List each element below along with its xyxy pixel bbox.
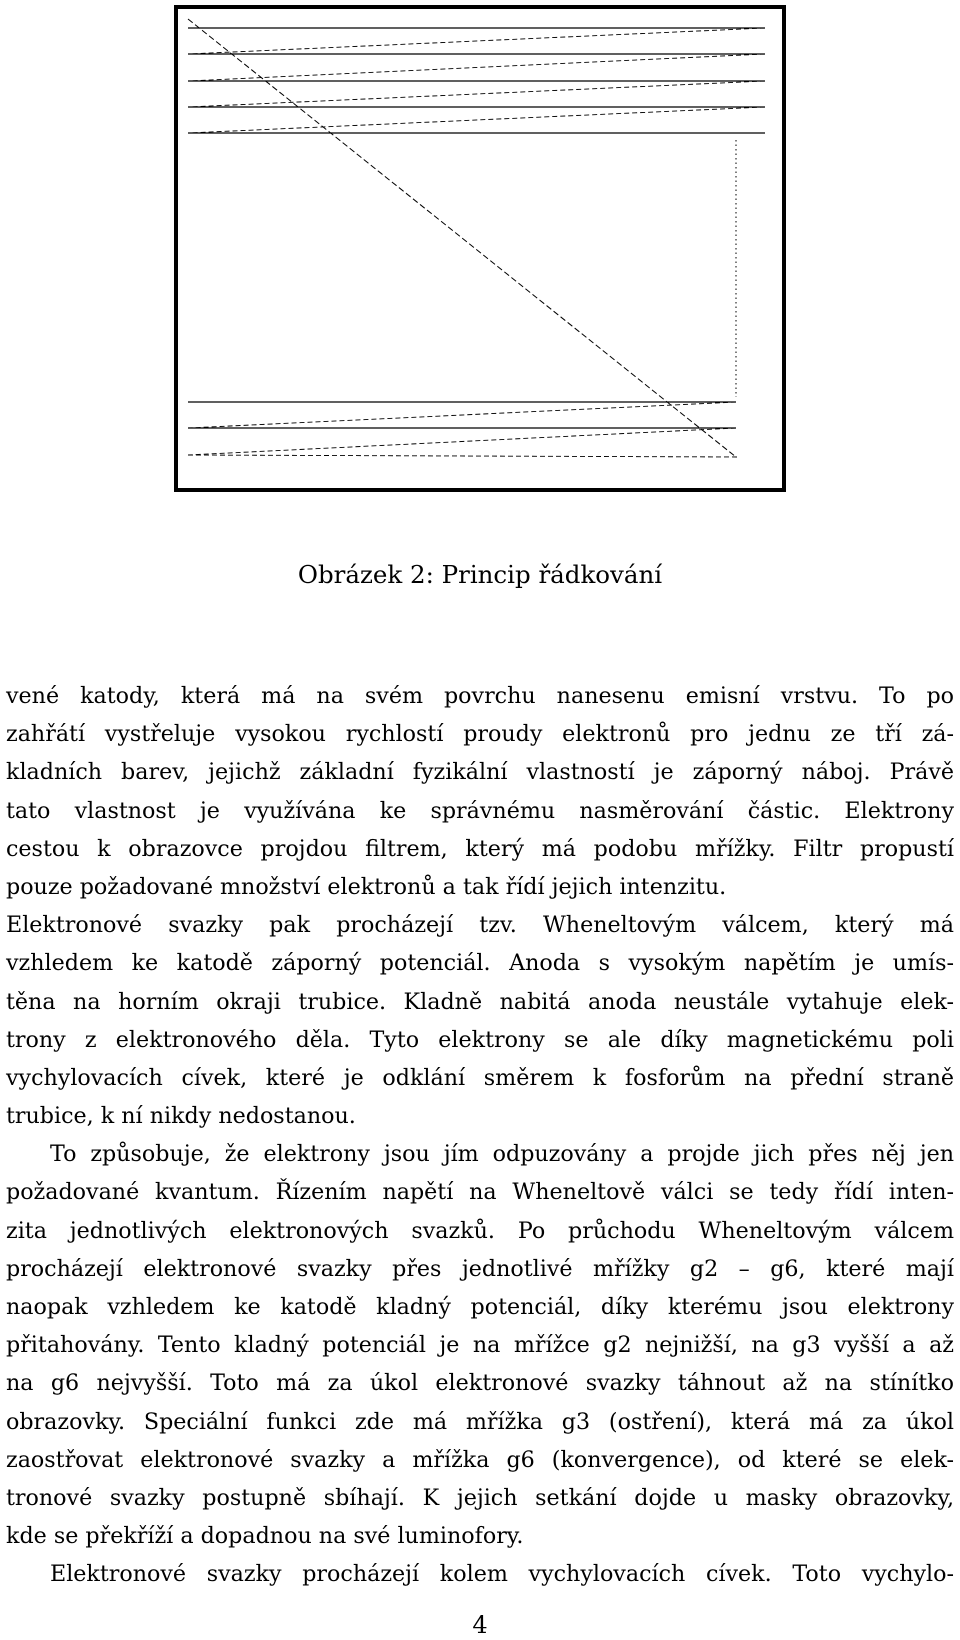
horizontal-retrace-line	[188, 107, 765, 133]
paragraph	[6, 1555, 954, 1593]
vertical-retrace-diagonal	[188, 19, 736, 457]
text-line: tato vlastnost je využívána ke správnému nasměrování částic. Elektrony	[6, 797, 954, 824]
horizontal-retrace-line	[188, 402, 736, 428]
text-line: těna na horním okraji trubice. Kladně nabitá anoda neustále vytahuje elek-	[6, 988, 954, 1015]
text-line: procházejí elektronové svazky přes jednotlivé mřížky g2 – g6, které mají	[6, 1255, 954, 1282]
text-line: To způsobuje, že elektrony jsou jím odpuzovány a projde jich přes něj jen	[50, 1141, 954, 1168]
scanning-principle-figure	[174, 5, 786, 492]
text-line: cestou k obrazovce projdou filtrem, který má podobu mřížky. Filtr propustí	[6, 835, 954, 862]
horizontal-retrace-line	[188, 455, 740, 457]
horizontal-retrace-line	[188, 428, 736, 455]
page-number: 4	[472, 1611, 488, 1639]
text-line: zaostřovat elektronové svazky a mřížka g6 (konvergence), od které se elek-	[6, 1446, 954, 1473]
figure-caption: Obrázek 2: Princip řádkování	[297, 560, 663, 589]
text-line: Elektronové svazky procházejí kolem vychylovacích cívek. Toto vychylo-	[50, 1561, 954, 1588]
text-line: zahřátí vystřeluje vysokou rychlostí proudy elektronů pro jednu ze tří zá-	[6, 721, 954, 748]
horizontal-retrace-line	[188, 81, 765, 107]
body-text	[6, 677, 954, 1594]
text-line: na g6 nejvyšší. Toto má za úkol elektronové svazky táhnout až na stínítko	[6, 1370, 954, 1397]
text-line: zita jednotlivých elektronových svazků. Po průchodu Wheneltovým válcem	[6, 1217, 954, 1244]
text-line: kde se překříží a dopadnou na své luminofory.	[6, 1523, 524, 1550]
text-line: kladních barev, jejichž základní fyzikální vlastností je záporný náboj. Právě	[6, 759, 954, 786]
paragraph	[6, 677, 954, 1135]
horizontal-retrace-line	[188, 54, 765, 81]
text-line: Elektronové svazky pak procházejí tzv. Wheneltovým válcem, který má	[6, 912, 954, 939]
text-line: přitahovány. Tento kladný potenciál je na mřížce g2 nejnižší, na g3 vyšší a až	[6, 1332, 954, 1359]
text-line: trony z elektronového děla. Tyto elektrony se ale díky magnetickému poli	[6, 1026, 954, 1053]
text-line: vzhledem ke katodě záporný potenciál. Anoda s vysokým napětím je umís-	[6, 950, 954, 977]
text-line: požadované kvantum. Řízením napětí na Wheneltově válci se tedy řídí inten-	[6, 1179, 954, 1206]
text-line: vychylovacích cívek, které je odklání směrem k fosforům na přední straně	[6, 1064, 954, 1091]
text-line: trubice, k ní nikdy nedostanou.	[6, 1103, 356, 1130]
screen-frame	[176, 7, 784, 490]
text-line: obrazovky. Speciální funkci zde má mřížka g3 (ostření), která má za úkol	[6, 1408, 954, 1435]
paragraph	[6, 1135, 954, 1555]
text-line: tronové svazky postupně sbíhají. K jejich setkání dojde u masky obrazovky,	[6, 1484, 954, 1511]
horizontal-retrace-line	[188, 28, 765, 54]
text-line: naopak vzhledem ke katodě kladný potenciál, díky kterému jsou elektrony	[6, 1294, 954, 1320]
text-line: pouze požadované množství elektronů a tak řídí jejich intenzitu.	[6, 873, 727, 900]
text-line: vené katody, která má na svém povrchu nanesenu emisní vrstvu. To po	[6, 683, 954, 709]
